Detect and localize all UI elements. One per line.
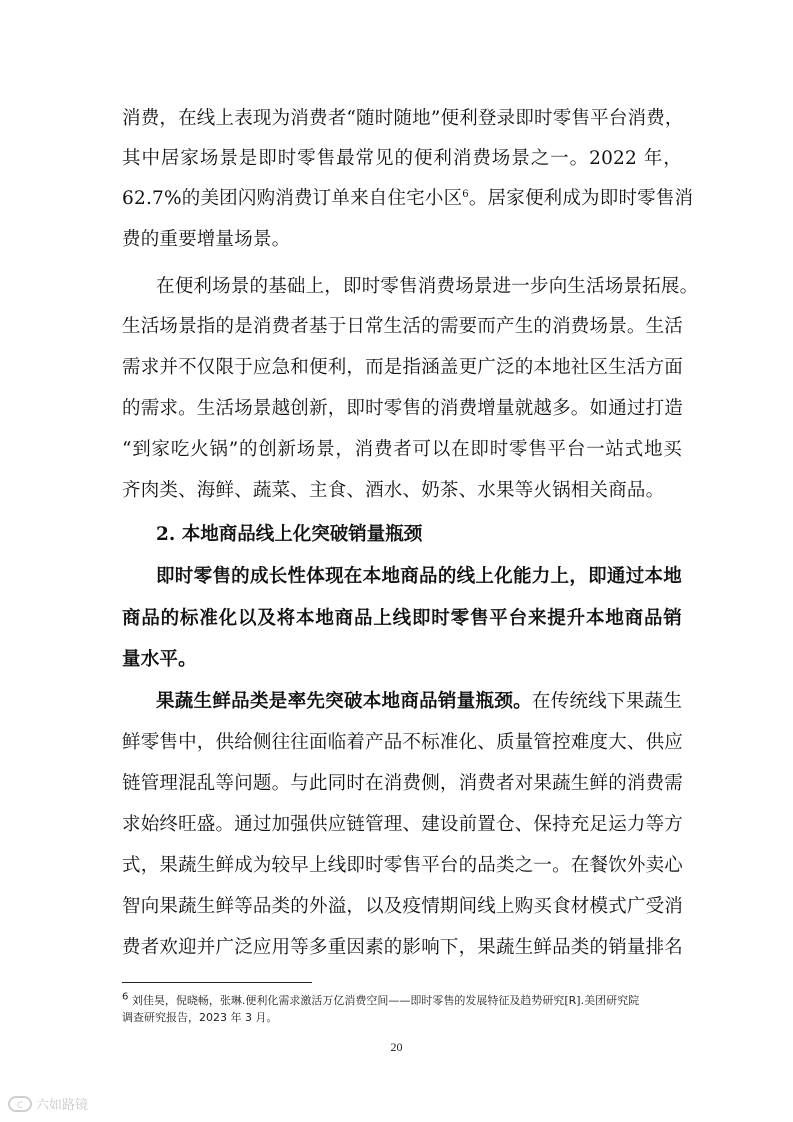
paragraph-line: 智向果蔬生鲜等品类的外溢，以及疫情期间线上购买食材模式广受消 [122, 896, 684, 917]
page-number: 20 [390, 1040, 403, 1054]
paragraph-line: 需求并不仅限于应急和便利，而是指涵盖更广泛的本地社区生活方面 [122, 357, 684, 378]
paragraph-line: 链管理混乱等问题。与此同时在消费侧，消费者对果蔬生鲜的消费需 [122, 773, 684, 794]
text-run: 62.7%的美团闪购消费订单来自住宅小区 [122, 188, 463, 209]
watermark [8, 1094, 88, 1113]
paragraph-line: 齐肉类、海鲜、蔬菜、主食、酒水、奶茶、水果等火锅相关商品。 [122, 480, 665, 501]
paragraph-line: 即时零售的成长性体现在本地商品的线上化能力上，即通过本地 [156, 566, 682, 587]
paragraph-line [156, 690, 682, 714]
paragraph-line: 鲜零售中，供给侧往往面临着产品不标准化、质量管控难度大、供应 [122, 732, 684, 753]
paragraph-line: 商品的标准化以及将本地商品上线即时零售平台来提升本地商品销 [122, 608, 682, 629]
watermark-text: 六如路镜 [36, 1098, 89, 1113]
paragraph-line: 在便利场景的基础上，即时零售消费场景进一步向生活场景拓展。 [156, 276, 699, 297]
paragraph-line [122, 187, 694, 211]
paragraph-line: 生活场景指的是消费者基于日常生活的需要而产生的消费场景。生活 [122, 316, 684, 337]
section-heading: 2. 本地商品线上化突破销量瓶颈 [156, 524, 423, 545]
paragraph-line: 量水平。 [122, 649, 197, 670]
footnote-ref[interactable]: 6 [462, 188, 469, 200]
footnote-line: 调查研究报告，2023 年 3 月。 [122, 1011, 278, 1024]
paragraph-line: “到家吃火锅”的创新场景，消费者可以在即时零售平台一站式地买 [122, 439, 682, 460]
paragraph-line: 式，果蔬生鲜成为较早上线即时零售平台的品类之一。在餐饮外卖心 [122, 855, 684, 876]
footnote-text: 刘佳昊，倪晓畅，张琳.便利化需求激活万亿消费空间——即时零售的发展特征及趋势研究[R].美团研究院 [131, 994, 640, 1007]
footnote-line [122, 993, 692, 1009]
paragraph-line: 求始终旺盛。通过加强供应链管理、建设前置仓、保持充足运力等方 [122, 814, 684, 835]
paragraph-line: 消费，在线上表现为消费者“随时随地”便利登录即时零售平台消费， [122, 108, 684, 129]
footnote-divider [122, 982, 312, 983]
footnote-mark: 6 [122, 991, 129, 1003]
c-logo-icon: C [8, 1096, 32, 1112]
paragraph-line: 费者欢迎并广泛应用等多重因素的影响下，果蔬生鲜品类的销量排名 [122, 937, 684, 958]
paragraph-line: 费的重要增量场景。 [122, 229, 291, 250]
bold-lead-sentence: 果蔬生鲜品类是率先突破本地商品销量瓶颈。 [156, 691, 532, 712]
text-run: 。居家便利成为即时零售消 [468, 188, 694, 209]
paragraph-line: 其中居家场景是即时零售最常见的便利消费场景之一。2022 年， [122, 148, 682, 169]
text-run: 在传统线下果蔬生 [531, 691, 682, 712]
paragraph-line: 的需求。生活场景越创新，即时零售的消费增量就越多。如通过打造 [122, 398, 684, 419]
